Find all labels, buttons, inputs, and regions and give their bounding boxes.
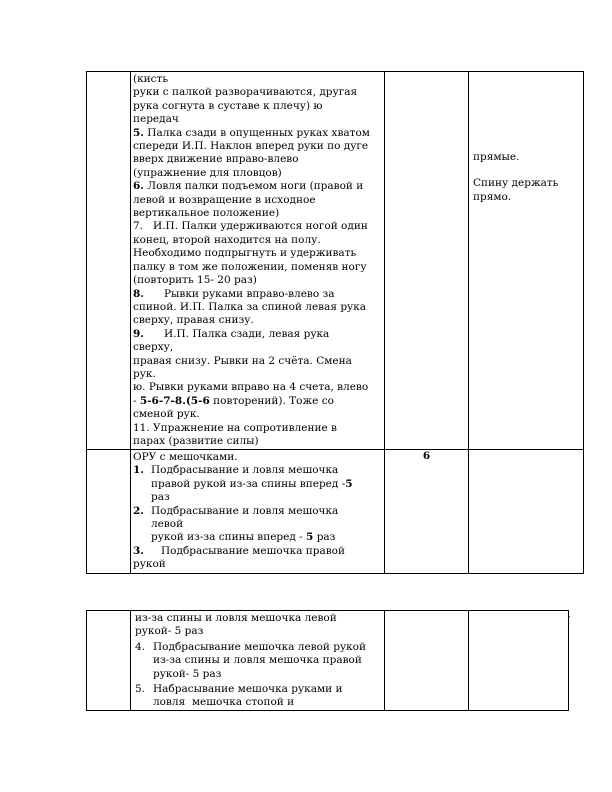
notes-cell xyxy=(469,72,584,450)
text-line: вверх движение вправо-влево xyxy=(133,153,299,166)
exercise-item-6: 6. Ловля палки подъемом ноги (правой и xyxy=(133,180,364,193)
dosage-cell xyxy=(385,611,469,711)
text-line: спиной. И.П. Палка за спиной левая рука xyxy=(133,300,367,313)
table-row xyxy=(87,450,584,574)
text-line: правой рукой из-за спины вперед -5 xyxy=(151,477,353,490)
dosage-cell xyxy=(385,72,469,450)
text-line: ловля мешочка стопой и xyxy=(153,696,295,709)
table-row xyxy=(87,611,569,711)
text-line: правая снизу. Рывки на 2 счёта. Смена xyxy=(133,354,352,367)
text-line: сменой рук. xyxy=(133,408,200,421)
exercise-item-5: 5. Палка сзади в опущенных руках хватом xyxy=(133,126,370,139)
list-item: 5. Набрасывание мешочка руками и xyxy=(135,683,343,696)
table-row xyxy=(87,72,584,450)
stray-mark: · xyxy=(567,610,571,624)
exercise-item-8: 8. Рывки руками вправо-влево за xyxy=(133,287,335,300)
text-line: рукой- 5 раз xyxy=(153,667,222,680)
text-line: (кисть xyxy=(133,73,169,85)
exercise-item-7: 7. И.П. Палки удерживаются ногой один xyxy=(133,220,368,233)
text-line: сверху, правая снизу. xyxy=(133,314,254,327)
text-line: Необходимо подпрыгнуть и удерживать xyxy=(133,247,357,260)
list-item: 1. Подбрасывание и ловля мешочка xyxy=(133,464,339,477)
text-line: спереди И.П. Наклон вперед руки по дуге xyxy=(133,140,369,153)
text-line: (упражнение для пловцов) xyxy=(133,166,282,179)
text-line: (повторить 15- 20 раз) xyxy=(133,274,257,287)
text-line: передач xyxy=(133,113,179,126)
text-line: из-за спины и ловля мешочка левой xyxy=(135,612,337,624)
text-line: рука согнута в суставе к плечу) ю xyxy=(133,99,323,112)
exercise-item-10: ю. Рывки руками вправо на 4 счета, влево xyxy=(133,381,369,394)
notes-cell xyxy=(469,611,569,711)
dosage-cell: 6 xyxy=(385,450,469,574)
empty-cell xyxy=(87,450,131,574)
notes-cell xyxy=(469,450,584,574)
exercise-cell xyxy=(131,611,385,711)
exercise-cell xyxy=(131,450,385,574)
exercise-item-9: 9. И.П. Палка сзади, левая рука xyxy=(133,327,330,340)
text-line: рукой из-за спины вперед - 5 раз xyxy=(151,531,336,544)
text-line: раз xyxy=(151,491,170,504)
text-line: вертикальное положение) xyxy=(133,207,280,220)
exercise-item-11: 11. Упражнение на сопротивление в xyxy=(133,421,337,434)
text-line: из-за спины и ловля мешочка правой xyxy=(153,654,362,667)
exercise-cell xyxy=(131,72,385,450)
note-line: Спину держать xyxy=(473,177,559,190)
text-line: левой xyxy=(151,518,184,531)
note-line: прямые. xyxy=(473,151,520,163)
exercise-table-2 xyxy=(86,610,569,711)
empty-cell xyxy=(87,72,131,450)
text-line: конец, второй находится на полу. xyxy=(133,233,321,246)
note-line: прямо. xyxy=(473,190,512,203)
exercise-table-1 xyxy=(86,71,584,574)
text-line: рукой xyxy=(133,558,166,571)
text-line: рук. xyxy=(133,367,156,380)
text-line: левой и возвращение в исходное xyxy=(133,193,316,206)
text-line: парах (развитие силы) xyxy=(133,434,259,447)
text-line: палку в том же положении, поменяв ногу xyxy=(133,260,367,273)
list-item: 4. Подбрасывание мешочка левой рукой xyxy=(135,640,367,653)
text-line: руки с палкой разворачиваются, другая xyxy=(133,86,358,99)
text-line: - 5-6-7-8.(5-6 повторений). Тоже со xyxy=(133,394,334,407)
text-line: сверху, xyxy=(133,341,174,354)
text-line: рукой- 5 раз xyxy=(135,625,204,638)
list-item: 2. Подбрасывание и ловля мешочка xyxy=(133,504,339,517)
list-item: 3. Подбрасывание мешочка правой xyxy=(133,544,345,557)
section-heading: ОРУ с мешочками. xyxy=(133,451,238,463)
empty-cell xyxy=(87,611,131,711)
